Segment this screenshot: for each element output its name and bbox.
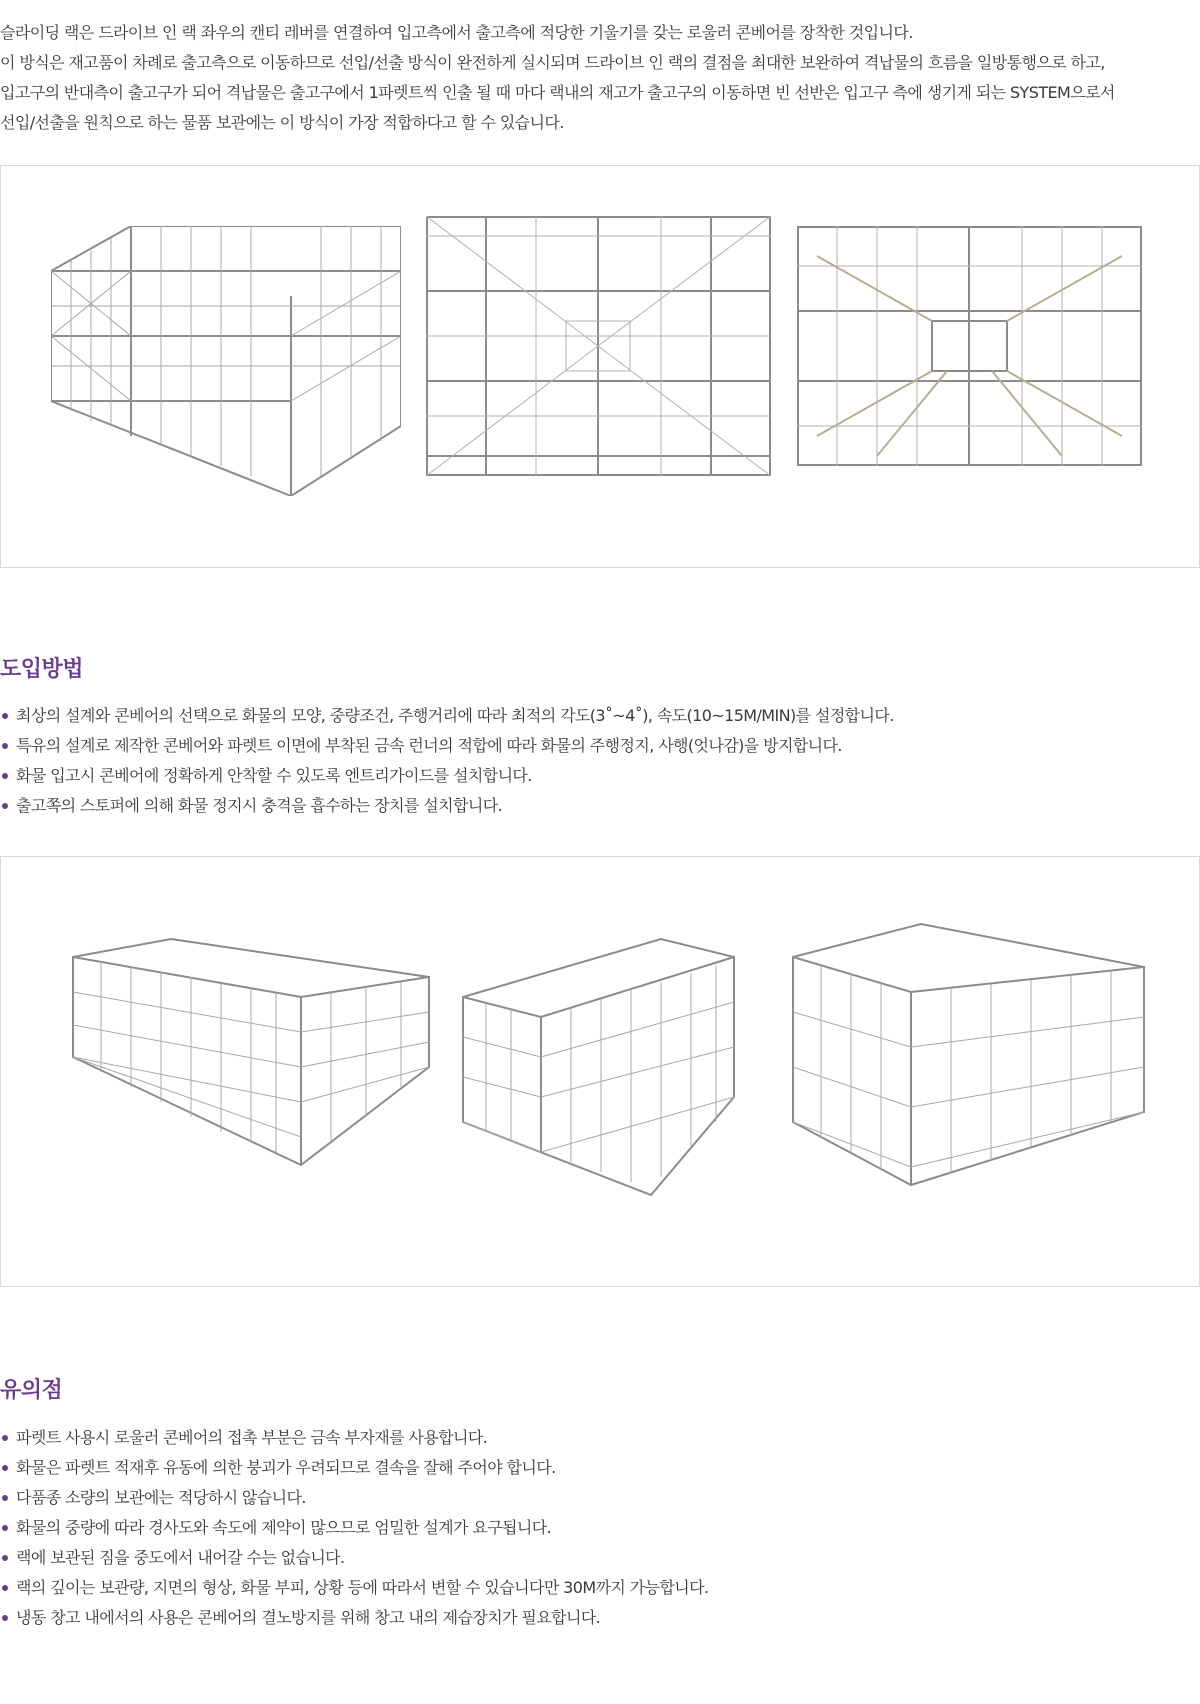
list-item: 특유의 설계로 제작한 콘베어와 파렛트 이면에 부착된 금속 런너의 적합에 따라 화물의 주행정지, 사행(엇나감)을 방지합니다. [0,731,894,761]
rack-isometric-deep-image [461,937,736,1197]
rack-isometric-wide-image [791,922,1146,1187]
intro-line: 입고구의 반대측이 출고구가 되어 격납물은 출고구에서 1파렛트씩 인출 될 때 마다 랙내의 재고가 출고구의 이동하면 빈 선반은 입고구 측에 생기게 되는 SYSTEM으로서 [0,83,1115,102]
intro-line: 선입/선출을 원칙으로 하는 물품 보관에는 이 방식이 가장 적합하다고 할 수 있습니다. [0,113,564,132]
list-item: 화물 입고시 콘베어에 정확하게 안착할 수 있도록 엔트리가이드를 설치합니다. [0,761,894,791]
rack-perspective-side-image [51,226,401,496]
intro-text [0,18,1180,138]
intro-line: 이 방식은 재고품이 차례로 출고측으로 이동하므로 선입/선출 방식이 완전하게 실시되며 드라이브 인 랙의 결점을 최대한 보완하여 격납물의 흐름을 일방통행으로 하고, [0,53,1105,72]
section-title-precautions: 유의점 [0,1378,63,1403]
precautions-list [0,1423,709,1633]
list-item: 화물은 파렛트 적재후 유동에 의한 붕괴가 우려되므로 결속을 잘해 주어야 합니다. [0,1453,709,1483]
intro-line: 슬라이딩 랙은 드라이브 인 랙 좌우의 캔티 레버를 연결하여 입고측에서 출고측에 적당한 기울기를 갖는 로울러 콘베어를 장착한 것입니다. [0,23,913,42]
rack-aisle-view-image [797,226,1142,466]
rack-image-panel-top [0,165,1200,568]
rack-image-panel-bottom [0,856,1200,1287]
list-item: 다품종 소량의 보관에는 적당하시 않습니다. [0,1483,709,1513]
list-item: 최상의 설계와 콘베어의 선택으로 화물의 모양, 중량조건, 주행거리에 따라 최적의 각도(3˚~4˚), 속도(10~15M/MIN)를 설정합니다. [0,701,894,731]
list-item: 화물의 중량에 따라 경사도와 속도에 제약이 많으므로 엄밀한 설계가 요구됩니다. [0,1513,709,1543]
list-item: 랙에 보관된 짐을 중도에서 내어갈 수는 없습니다. [0,1543,709,1573]
list-item: 냉동 창고 내에서의 사용은 콘베어의 결노방지를 위해 창고 내의 제습장치가 필요합니다. [0,1603,709,1633]
introduction-method-list [0,701,894,821]
section-title-introduction-method: 도입방법 [0,657,84,682]
list-item: 파렛트 사용시 로울러 콘베어의 접촉 부분은 금속 부자재를 사용합니다. [0,1423,709,1453]
rack-isometric-long-image [71,937,431,1167]
list-item: 랙의 깊이는 보관량, 지면의 형상, 화물 부피, 상황 등에 따라서 변할 수 있습니다만 30M까지 가능합니다. [0,1573,709,1603]
rack-front-view-image [426,216,771,476]
list-item: 출고쪽의 스토퍼에 의해 화물 정지시 충격을 흡수하는 장치를 설치합니다. [0,791,894,821]
